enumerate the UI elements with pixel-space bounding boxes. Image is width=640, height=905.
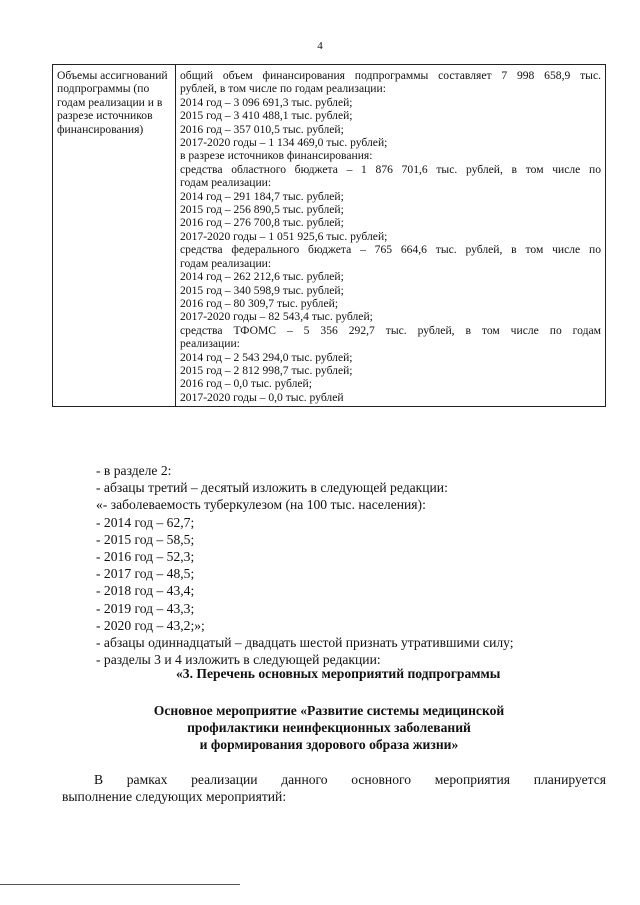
- section-heading: «3. Перечень основных мероприятий подпрограммы: [176, 666, 501, 681]
- subheading-line: и формирования здорового образа жизни»: [199, 737, 459, 753]
- page-number: 4: [317, 40, 323, 52]
- funding-line: 2017-2020 годы – 82 543,4 тыс. рублей;: [180, 310, 373, 324]
- footer-rule: [0, 884, 240, 885]
- funding-line: 2014 год – 291 184,7 тыс. рублей;: [180, 189, 344, 203]
- funding-line: 2014 год – 2 543 294,0 тыс. рублей;: [180, 350, 353, 364]
- list-item: - 2015 год – 58,5;: [96, 531, 195, 547]
- funding-line: общий объем финансирования подпрограммы составляет 7 998 658,9 тыс.: [180, 69, 601, 82]
- funding-line: 2016 год – 80 309,7 тыс. рублей;: [180, 296, 339, 310]
- funding-line: реализации:: [180, 337, 240, 351]
- funding-line: 2015 год – 340 598,9 тыс. рублей;: [180, 283, 344, 297]
- list-item: - 2017 год – 48,5;: [96, 566, 195, 582]
- amendment-list: [96, 462, 606, 668]
- funding-line: 2014 год – 262 212,6 тыс. рублей;: [180, 270, 344, 284]
- funding-line: 2016 год – 276 700,8 тыс. рублей;: [180, 216, 344, 230]
- intro-paragraph: [62, 771, 606, 805]
- funding-line: 2014 год – 3 096 691,3 тыс. рублей;: [180, 95, 353, 109]
- funding-line: средства ТФОМС – 5 356 292,7 тыс. рублей, в том числе по годам: [180, 323, 601, 337]
- funding-line: годам реализации:: [180, 176, 272, 190]
- list-item: - 2016 год – 52,3;: [96, 549, 195, 565]
- table-row: [53, 65, 606, 407]
- list-item: - абзацы третий – десятый изложить в следующей редакции:: [96, 480, 448, 496]
- funding-line: средства федерального бюджета – 765 664,6 тыс. рублей, в том числе по: [180, 243, 601, 257]
- subheading-line: Основное мероприятие «Развитие системы медицинской: [153, 703, 505, 718]
- funding-line: в разрезе источников финансирования:: [180, 149, 373, 163]
- funding-line: 2015 год – 3 410 488,1 тыс. рублей;: [180, 109, 353, 123]
- funding-line: 2016 год – 0,0 тыс. рублей;: [180, 377, 312, 391]
- funding-line: 2017-2020 годы – 1 051 925,6 тыс. рублей;: [180, 229, 388, 243]
- financing-table: [52, 64, 606, 407]
- list-item: - разделы 3 и 4 изложить в следующей редакции:: [96, 652, 381, 668]
- list-item: - 2014 год – 62,7;: [96, 514, 195, 530]
- table-left-header: Объемы ассигнований подпрограммы (по годам реализации и в разрезе источников финансирования): [53, 65, 176, 407]
- funding-line: 2015 год – 2 812 998,7 тыс. рублей;: [180, 363, 353, 377]
- list-item: - 2020 год – 43,2;»;: [96, 617, 205, 633]
- funding-line: годам реализации:: [180, 256, 272, 270]
- table-right-content: [176, 65, 606, 407]
- list-item: - 2018 год – 43,4;: [96, 583, 195, 599]
- paragraph-line: В рамках реализации данного основного мероприятия планируется: [94, 772, 606, 787]
- subheading-line: профилактики неинфекционных заболеваний: [187, 720, 471, 736]
- list-item: - в разделе 2:: [96, 463, 172, 478]
- paragraph-line: выполнение следующих мероприятий:: [62, 789, 287, 805]
- funding-line: 2017-2020 годы – 1 134 469,0 тыс. рублей;: [180, 136, 388, 150]
- subheading: [52, 702, 606, 754]
- funding-line: рублей, в том числе по годам реализации:: [180, 82, 386, 96]
- funding-line: 2017-2020 годы – 0,0 тыс. рублей: [180, 390, 344, 404]
- funding-line: 2016 год – 357 010,5 тыс. рублей;: [180, 122, 344, 136]
- list-item: - 2019 год – 43,3;: [96, 600, 195, 616]
- funding-line: средства областного бюджета – 1 876 701,6 тыс. рублей, в том числе по: [180, 162, 601, 176]
- list-item: - абзацы одиннадцатый – двадцать шестой признать утратившими силу;: [96, 635, 514, 651]
- funding-line: 2015 год – 256 890,5 тыс. рублей;: [180, 203, 344, 217]
- list-item: «- заболеваемость туберкулезом (на 100 тыс. населения):: [96, 497, 426, 513]
